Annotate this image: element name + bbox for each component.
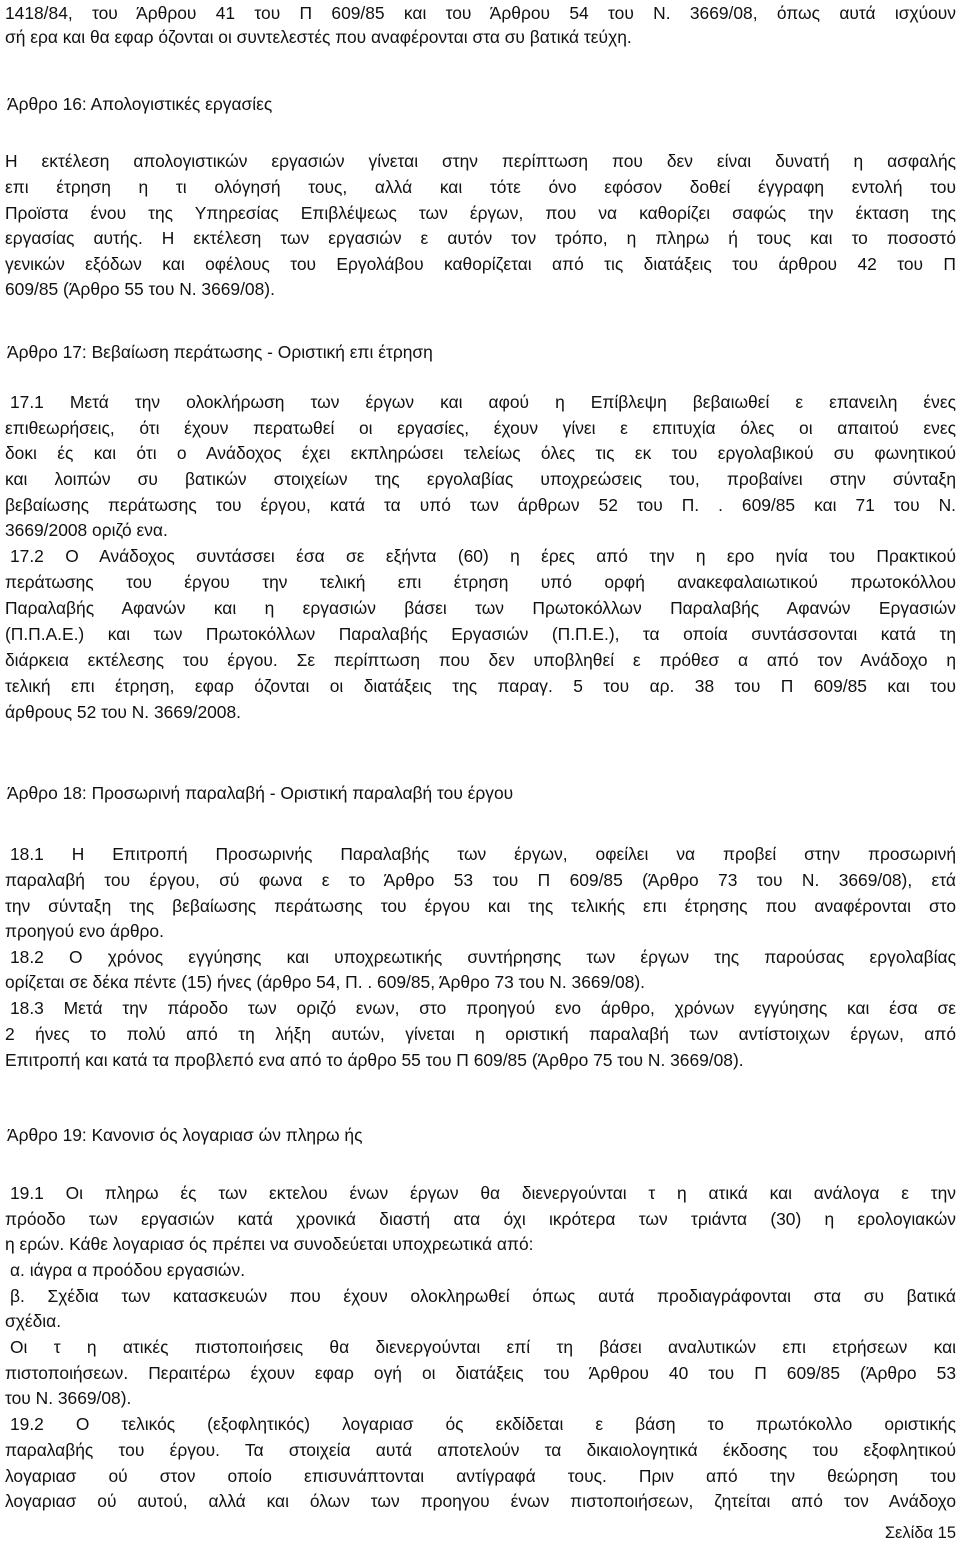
text-line: δοκι ές και ότι ο Ανάδοχος έχει εκπληρώσει τελείως όλες τις εκ του εργολαβικού συ φωνητικού [5, 443, 956, 463]
text-line: 17.2 Ο Ανάδοχος συντάσσει έσα σε εξήντα (60) η έρες από την η ερο ηνία του Πρακτικού [10, 546, 956, 566]
text-line: άρθρους 52 του Ν. 3669/2008. [5, 702, 241, 722]
text-line: πιστοποιήσεων. Περαιτέρω έχουν εφαρ ογή οι διατάξεις του Άρθρου 40 του Π 609/85 (Άρθρο 53 [5, 1363, 956, 1383]
text-line: 18.1 Η Επιτροπή Προσωρινής Παραλαβής των έργων, οφείλει να προβεί στην προσωρινή [10, 844, 956, 864]
text-line: διάρκεια εκτέλεσης του έργου. Σε περίπτωση που δεν υποβληθεί ε πρόθεσ α από τον Ανάδοχο η [5, 650, 956, 670]
text-line: σχέδια. [5, 1311, 62, 1331]
text-line: λογαριασ ού στον οποίο επισυνάπτονται αντίγραφά τους. Πριν από την θεώρηση του [5, 1466, 956, 1486]
text-line: 1418/84, του Άρθρου 41 του Π 609/85 και του Άρθρου 54 του Ν. 3669/08, όπως αυτά ισχύουν [5, 3, 956, 23]
text-line: 17.1 Μετά την ολοκλήρωση των έργων και αφού η Επίβλεψη βεβαιωθεί ε επανειλη ένες [10, 392, 956, 412]
text-line: λογαριασ ού αυτού, αλλά και όλων των προηγου ένων πιστοποιήσεων, ζητείται από τον Ανάδοχο [5, 1491, 956, 1511]
text-line: τελική επι έτρηση, εφαρ όζονται οι διατάξεις της παραγ. 5 του αρ. 38 του Π 609/85 και του [5, 676, 956, 696]
text-line: παραλαβή του έργου, σύ φωνα ε το Άρθρο 53 του Π 609/85 (Άρθρο 73 του Ν. 3669/08), ετά [5, 870, 956, 890]
text-line: (Π.Π.Α.Ε.) και των Πρωτοκόλλων Παραλαβής Εργασιών (Π.Π.Ε.), τα οποία συντάσσονται κατά τη [5, 624, 956, 644]
text-line: περάτωσης του έργου την τελική επι έτρηση υπό ορφή ανακεφαλαιωτικού πρωτοκόλλου [5, 572, 956, 592]
text-line: του Ν. 3669/08). [5, 1388, 132, 1408]
text-line: 2 ήνες το πολύ από τη λήξη αυτών, γίνεται η οριστική παραλαβή των αντίστοιχων έργων, από [5, 1024, 956, 1044]
text-line: Παραλαβής Αφανών και η εργασιών βάσει των Πρωτοκόλλων Παραλαβής Αφανών Εργασιών [5, 598, 956, 618]
text-line: εργασίας αυτής. Η εκτέλεση των εργασιών ε αυτόν τον τρόπο, η πληρω ή τους και το ποσοστό [5, 228, 956, 248]
text-line: 609/85 (Άρθρο 55 του Ν. 3669/08). [5, 279, 275, 299]
text-line: Προϊστα ένου της Υπηρεσίας Επιβλέψεως των έργων, που να καθορίζει σαφώς την έκταση της [5, 203, 956, 223]
text-line: Η εκτέλεση απολογιστικών εργασιών γίνεται στην περίπτωση που δεν είναι δυνατή η ασφαλής [5, 151, 956, 171]
article-heading: Άρθρο 19: Κανονισ ός λογαριασ ών πληρω ής [7, 1125, 363, 1145]
text-line: και λοιπών συ βατικών στοιχείων της εργολαβίας υποχρεώσεις του, προβαίνει στην σύνταξη [5, 469, 956, 489]
text-line: 19.2 Ο τελικός (εξοφλητικός) λογαριασ ός εκδίδεται ε βάση το πρωτόκολλο οριστικής [10, 1414, 956, 1434]
text-line: ορίζεται σε δέκα πέντε (15) ήνες (άρθρο 54, Π. . 609/85, Άρθρο 73 του Ν. 3669/08). [5, 972, 646, 992]
text-line: η ερών. Κάθε λογαριασ ός πρέπει να συνοδεύεται υποχρεωτικά από: [5, 1234, 534, 1254]
text-line: 18.2 Ο χρόνος εγγύησης και υποχρεωτικής συντήρησης των έργων της παρούσας εργολαβίας [10, 947, 956, 967]
text-line: προηγού ενο άρθρο. [5, 921, 164, 941]
text-line: Επιτροπή και κατά τα προβλεπό ενα από το άρθρο 55 του Π 609/85 (Άρθρο 75 του Ν. 3669/08). [5, 1050, 744, 1070]
article-heading: Άρθρο 18: Προσωρινή παραλαβή - Οριστική παραλαβή του έργου [7, 783, 514, 803]
text-line: Οι τ η ατικές πιστοποιήσεις θα διενεργούνται επί τη βάσει αναλυτικών επι ετρήσεων και [10, 1337, 956, 1357]
page-number: Σελίδα 15 [884, 1524, 956, 1542]
text-line: επι έτρηση η τι ολόγησή τους, αλλά και τότε όνο εφόσον δοθεί έγγραφη εντολή του [5, 177, 956, 197]
article-heading: Άρθρο 17: Βεβαίωση περάτωσης - Οριστική επι έτρηση [7, 342, 433, 362]
text-line: πρόοδο των εργασιών κατά χρονικά διαστή ατα όχι ικρότερα των τριάντα (30) η ερολογιακών [5, 1209, 956, 1229]
text-line: την σύνταξη της βεβαίωσης περάτωσης του έργου και της τελικής επι έτρησης που αναφέρονται στο [5, 896, 956, 916]
text-line: γενικών εξόδων και οφέλους του Εργολάβου καθορίζεται από τις διατάξεις του άρθρου 42 του Π [5, 254, 956, 274]
list-item: β. Σχέδια των κατασκευών που έχουν ολοκληρωθεί όπως αυτά προδιαγράφονται στα συ βατικά [10, 1286, 956, 1306]
text-line: σή ερα και θα εφαρ όζονται οι συντελεστές που αναφέρονται στα συ βατικά τεύχη. [5, 27, 632, 47]
text-line: παραλαβής του έργου. Τα στοιχεία αυτά αποτελούν τα δικαιολογητικά έκδοσης του εξοφλητικού [5, 1440, 956, 1460]
text-line: 3669/2008 οριζό ενα. [5, 520, 168, 540]
text-line: επιθεωρήσεις, ότι έχουν περατωθεί οι εργασίες, έχουν γίνει ε επιτυχία όλες οι απαιτού ενες [5, 418, 956, 438]
list-item: α. ιάγρα α προόδου εργασιών. [10, 1260, 246, 1280]
text-line: 18.3 Μετά την πάροδο των οριζό ενων, στο προηγού ενο άρθρο, χρόνων εγγύησης και έσα σε [10, 998, 956, 1018]
text-line: 19.1 Οι πληρω ές των εκτελου ένων έργων θα διενεργούνται τ η ατικά και ανάλογα ε την [10, 1183, 956, 1203]
text-line: βεβαίωσης περάτωσης του έργου, κατά τα υπό των άρθρων 52 του Π. . 609/85 και 71 του Ν. [5, 495, 956, 515]
article-heading: Άρθρο 16: Απολογιστικές εργασίες [7, 94, 273, 114]
